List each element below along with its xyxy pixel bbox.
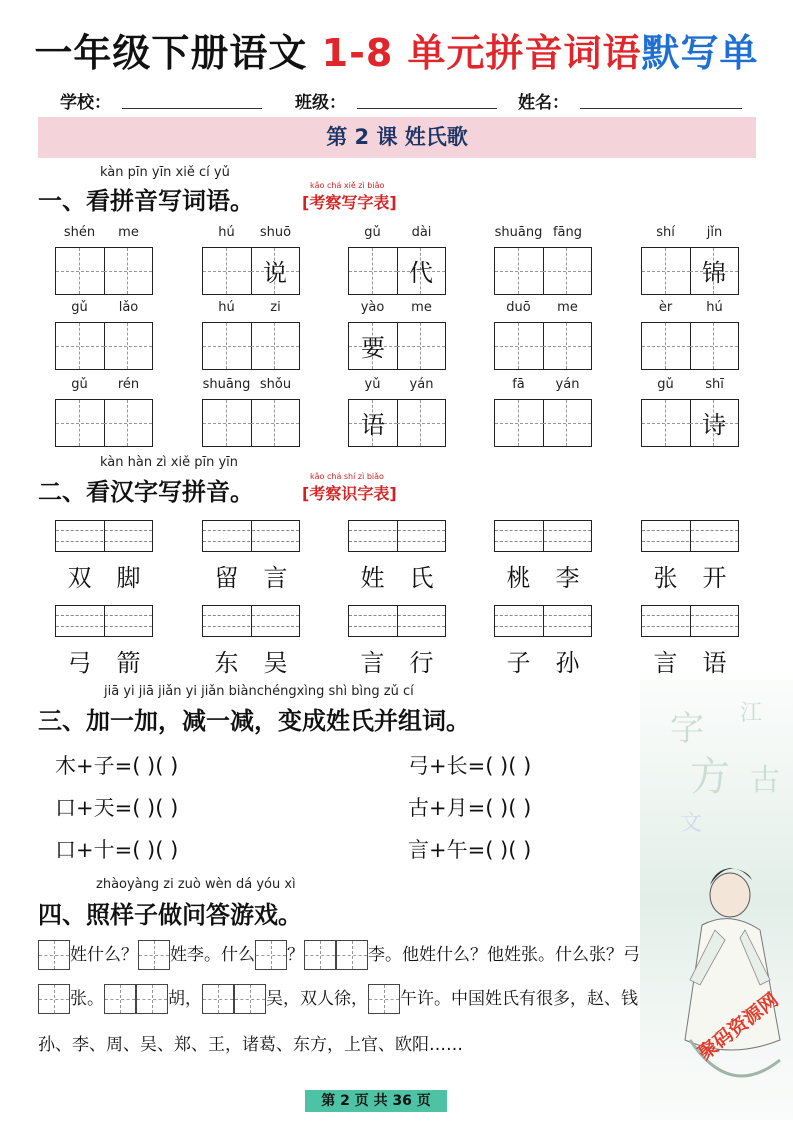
grid-cell[interactable] — [251, 323, 299, 369]
word-characters — [202, 643, 300, 678]
syllable: lǎo — [118, 300, 139, 315]
text-fragment: 张。 — [70, 989, 104, 1009]
grid-cell[interactable] — [690, 248, 738, 294]
grid-cell[interactable] — [690, 400, 738, 446]
word-pinyin — [202, 377, 300, 392]
word-pinyin — [494, 225, 592, 240]
word-pinyin — [55, 300, 153, 315]
syllable: fāng — [552, 225, 583, 240]
name-field[interactable] — [580, 108, 742, 109]
word-pinyin — [202, 300, 300, 315]
section1-tip-pinyin: kǎo chá xiě zì biǎo — [310, 181, 385, 190]
given-character: 语 — [361, 411, 385, 439]
tianzi-grid[interactable] — [641, 322, 739, 370]
blank-box[interactable] — [104, 984, 136, 1014]
grid-cell[interactable] — [690, 323, 738, 369]
tianzi-grid[interactable] — [641, 399, 739, 447]
class-field[interactable] — [357, 108, 497, 109]
grid-cell[interactable] — [104, 400, 152, 446]
syllable: shuāng — [202, 377, 251, 392]
tianzi-grid[interactable] — [348, 399, 446, 447]
character: 氏 — [409, 564, 434, 592]
blank-box[interactable] — [138, 940, 170, 970]
blank-box[interactable] — [368, 984, 400, 1014]
word-characters — [202, 558, 300, 593]
grid-cell[interactable] — [203, 248, 252, 294]
syllable: me — [118, 225, 139, 240]
grid-cell[interactable] — [495, 248, 544, 294]
character: 吴 — [263, 649, 288, 677]
svg-text:古: 古 — [750, 763, 780, 798]
pinyin-writing-lines[interactable] — [55, 605, 153, 637]
grid-cell[interactable] — [397, 248, 445, 294]
section3-heading: 三、加一加，减一减，变成姓氏并组词。 — [38, 707, 470, 735]
equation-item[interactable]: 口+十=( )( ) — [55, 838, 179, 862]
grid-cell[interactable] — [397, 323, 445, 369]
tianzi-grid[interactable] — [494, 399, 592, 447]
title-part1: 一年级下册语文 — [34, 31, 322, 75]
syllable: shuō — [259, 225, 292, 240]
school-label: 学校： — [60, 93, 111, 113]
tianzi-grid[interactable] — [348, 247, 446, 295]
equation-item[interactable]: 古+月=( )( ) — [408, 796, 532, 820]
svg-text:字: 字 — [670, 709, 704, 749]
equation-item[interactable]: 言+午=( )( ) — [408, 838, 532, 862]
class-label: 班级： — [295, 93, 346, 113]
grid-cell[interactable] — [642, 248, 691, 294]
text-fragment: 姓什么？ — [70, 945, 138, 965]
grid-cell[interactable] — [203, 400, 252, 446]
syllable: gǔ — [71, 377, 88, 392]
text-fragment: ？ — [287, 945, 304, 965]
section3-pinyin: jiā yi jiā jiǎn yi jiǎn biànchéngxìng shì bìng zǔ cí — [104, 684, 414, 699]
syllable: duō — [506, 300, 531, 315]
word-pinyin — [55, 377, 153, 392]
word-pinyin — [641, 225, 739, 240]
grid-cell[interactable] — [349, 248, 398, 294]
character: 张 — [653, 564, 678, 592]
word-characters — [494, 558, 592, 593]
grid-cell[interactable] — [642, 323, 691, 369]
given-character: 诗 — [702, 411, 726, 439]
tianzi-grid[interactable] — [55, 399, 153, 447]
word-characters — [348, 558, 446, 593]
pinyin-writing-lines[interactable] — [494, 605, 592, 637]
watermark: 聚码资源网 — [694, 988, 783, 1065]
tianzi-grid[interactable] — [202, 247, 300, 295]
text-fragment: 李。他姓什么？他姓张。什么张？弓 — [368, 945, 640, 965]
blank-box[interactable] — [38, 940, 70, 970]
pinyin-writing-lines[interactable] — [641, 605, 739, 637]
character: 东 — [214, 649, 239, 677]
grid-cell[interactable] — [251, 248, 299, 294]
tianzi-grid[interactable] — [55, 322, 153, 370]
given-character: 锦 — [702, 259, 726, 287]
tianzi-grid[interactable] — [494, 247, 592, 295]
syllable: hú — [218, 300, 235, 315]
grid-cell[interactable] — [543, 400, 591, 446]
syllable: dài — [411, 225, 432, 240]
syllable: shén — [63, 225, 96, 240]
character: 留 — [214, 564, 239, 592]
character: 脚 — [116, 564, 141, 592]
syllable: hú — [218, 225, 235, 240]
character: 弓 — [67, 649, 92, 677]
grid-cell[interactable] — [56, 400, 105, 446]
section4-line3: 孙、李、周、吴、郑、王，诸葛、东方，上官、欧阳…… — [38, 1035, 463, 1055]
word-characters — [494, 643, 592, 678]
character: 言 — [360, 649, 385, 677]
blank-box[interactable] — [136, 984, 168, 1014]
tianzi-grid[interactable] — [202, 399, 300, 447]
character: 孙 — [555, 649, 580, 677]
lesson-title: 第 2 课 姓氏歌 — [38, 117, 756, 158]
pinyin-writing-lines[interactable] — [202, 605, 300, 637]
word-pinyin — [641, 300, 739, 315]
word-characters — [641, 558, 739, 593]
grid-cell[interactable] — [349, 323, 398, 369]
grid-cell[interactable] — [56, 248, 105, 294]
section4-line1 — [38, 940, 640, 970]
blank-box[interactable] — [336, 940, 368, 970]
character: 子 — [506, 649, 531, 677]
tianzi-grid[interactable] — [202, 322, 300, 370]
tianzi-grid[interactable] — [641, 247, 739, 295]
word-characters — [55, 643, 153, 678]
character: 李 — [555, 564, 580, 592]
character: 桃 — [506, 564, 531, 592]
pinyin-writing-lines[interactable] — [348, 605, 446, 637]
section2-tip: [考察识字表] — [302, 484, 397, 503]
syllable: hú — [706, 300, 723, 315]
svg-text:文: 文 — [680, 811, 703, 836]
svg-text:方: 方 — [690, 754, 730, 800]
equation-item[interactable]: 口+天=( )( ) — [55, 796, 179, 820]
equation-item[interactable]: 弓+长=( )( ) — [408, 754, 532, 778]
grid-cell[interactable] — [543, 323, 591, 369]
blank-box[interactable] — [234, 984, 266, 1014]
syllable: shuāng — [494, 225, 543, 240]
section4-heading: 四、照样子做问答游戏。 — [38, 901, 302, 929]
name-label: 姓名： — [518, 93, 569, 113]
syllable: me — [557, 300, 578, 315]
text-fragment: 吴，双人徐， — [266, 989, 368, 1009]
svg-text:江: 江 — [740, 701, 763, 726]
character: 言 — [263, 564, 288, 592]
pinyin-writing-lines[interactable] — [348, 520, 446, 552]
word-characters — [55, 558, 153, 593]
title-part3: 默写单 — [641, 31, 759, 75]
tianzi-grid[interactable] — [55, 247, 153, 295]
character: 语 — [702, 649, 727, 677]
grid-cell[interactable] — [349, 400, 398, 446]
given-character: 说 — [263, 259, 287, 287]
section2-tip-pinyin: kǎo chá shí zì biǎo — [310, 472, 384, 481]
word-pinyin — [202, 225, 300, 240]
character: 开 — [702, 564, 727, 592]
grid-cell[interactable] — [104, 323, 152, 369]
grid-cell[interactable] — [104, 248, 152, 294]
grid-cell[interactable] — [495, 323, 544, 369]
word-pinyin — [348, 377, 446, 392]
grid-cell[interactable] — [397, 400, 445, 446]
blank-box[interactable] — [38, 984, 70, 1014]
syllable: shǒu — [259, 377, 292, 392]
given-character: 要 — [361, 334, 385, 362]
section4-pinyin: zhàoyàng zi zuò wèn dá yóu xì — [96, 877, 296, 892]
pinyin-writing-lines[interactable] — [494, 520, 592, 552]
syllable: gǔ — [364, 225, 381, 240]
section4-line2 — [38, 984, 638, 1014]
character: 言 — [653, 649, 678, 677]
grid-cell[interactable] — [251, 400, 299, 446]
grid-cell[interactable] — [543, 248, 591, 294]
grid-cell[interactable] — [203, 323, 252, 369]
character: 箭 — [116, 649, 141, 677]
blank-box[interactable] — [255, 940, 287, 970]
syllable: gǔ — [657, 377, 674, 392]
pinyin-writing-lines[interactable] — [202, 520, 300, 552]
page-title — [0, 22, 793, 77]
text-fragment: 胡， — [168, 989, 202, 1009]
section1-heading: 一、看拼音写词语。 — [38, 187, 254, 215]
tianzi-grid[interactable] — [348, 322, 446, 370]
pinyin-writing-lines[interactable] — [55, 520, 153, 552]
syllable: zi — [270, 300, 281, 315]
syllable: me — [411, 300, 432, 315]
word-pinyin — [494, 377, 592, 392]
blank-box[interactable] — [304, 940, 336, 970]
syllable: yǔ — [364, 377, 381, 392]
character: 行 — [409, 649, 434, 677]
syllable: yán — [409, 377, 434, 392]
syllable: jǐn — [706, 225, 723, 240]
section1-tip: [考察写字表] — [302, 193, 397, 212]
syllable: shī — [705, 377, 724, 392]
syllable: rén — [117, 377, 140, 392]
word-characters — [641, 643, 739, 678]
word-pinyin — [348, 300, 446, 315]
text-fragment: 姓李。什么 — [170, 945, 255, 965]
text-fragment: 午许。中国姓氏有很多，赵、钱 — [400, 989, 638, 1009]
tianzi-grid[interactable] — [494, 322, 592, 370]
page-footer: 第 2 页 共 36 页 — [305, 1090, 447, 1112]
grid-cell[interactable] — [495, 400, 544, 446]
character: 姓 — [360, 564, 385, 592]
section2-pinyin: kàn hàn zì xiě pīn yīn — [100, 455, 238, 470]
school-field[interactable] — [122, 108, 262, 109]
word-pinyin — [494, 300, 592, 315]
character: 双 — [67, 564, 92, 592]
blank-box[interactable] — [202, 984, 234, 1014]
syllable: gǔ — [71, 300, 88, 315]
grid-cell[interactable] — [56, 323, 105, 369]
syllable: yán — [555, 377, 580, 392]
title-part2: 1-8 单元拼音词语 — [321, 31, 642, 75]
word-characters — [348, 643, 446, 678]
section2-heading: 二、看汉字写拼音。 — [38, 478, 254, 506]
syllable: fā — [512, 377, 525, 392]
grid-cell[interactable] — [642, 400, 691, 446]
section1-pinyin: kàn pīn yīn xiě cí yǔ — [100, 165, 230, 180]
equation-item[interactable]: 木+子=( )( ) — [55, 754, 179, 778]
syllable: èr — [658, 300, 673, 315]
pinyin-writing-lines[interactable] — [641, 520, 739, 552]
word-pinyin — [55, 225, 153, 240]
word-pinyin — [641, 377, 739, 392]
word-pinyin — [348, 225, 446, 240]
syllable: shí — [656, 225, 675, 240]
syllable: yào — [360, 300, 385, 315]
given-character: 代 — [409, 259, 433, 287]
